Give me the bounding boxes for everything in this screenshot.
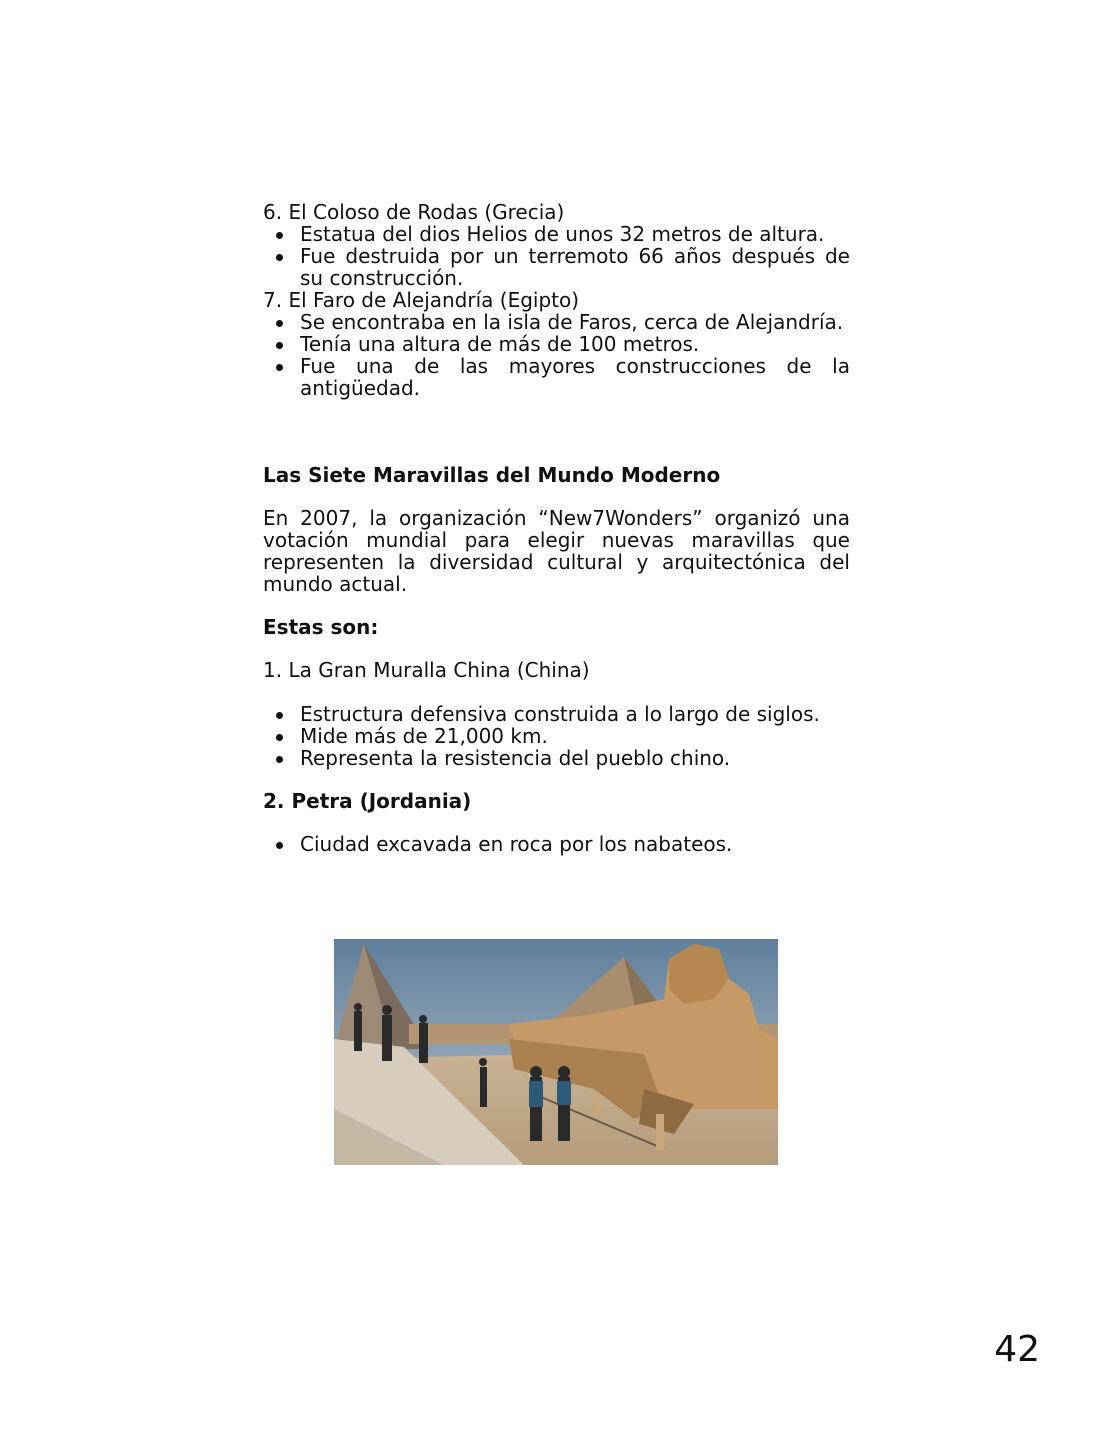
item-title-colossus: 6. El Coloso de Rodas (Grecia) xyxy=(263,200,565,224)
bullet-list-colossus xyxy=(263,223,850,289)
list-item: Se encontraba en la isla de Faros, cerca de Alejandría. xyxy=(263,311,850,333)
bullet-list-lighthouse xyxy=(263,311,850,399)
section-heading: Las Siete Maravillas del Mundo Moderno xyxy=(263,463,721,487)
sphinx-pyramids-photo xyxy=(334,939,778,1165)
list-item: Representa la resistencia del pueblo chino. xyxy=(263,747,850,769)
bullet-list-great-wall xyxy=(263,703,850,769)
page-content xyxy=(263,201,850,855)
list-subheading: Estas son: xyxy=(263,615,379,639)
item-title-petra: 2. Petra (Jordania) xyxy=(263,789,472,813)
bullet-list-petra xyxy=(263,833,850,855)
list-item: Mide más de 21,000 km. xyxy=(263,725,850,747)
list-item: Estructura defensiva construida a lo largo de siglos. xyxy=(263,703,850,725)
list-item: Ciudad excavada en roca por los nabateos. xyxy=(263,833,850,855)
item-title-great-wall: 1. La Gran Muralla China (China) xyxy=(263,658,590,682)
list-item: Estatua del dios Helios de unos 32 metros de altura. xyxy=(263,223,850,245)
list-item: Fue una de las mayores construcciones de la antigüedad. xyxy=(263,355,850,399)
item-title-lighthouse: 7. El Faro de Alejandría (Egipto) xyxy=(263,288,580,312)
list-item: Tenía una altura de más de 100 metros. xyxy=(263,333,850,355)
page-number: 42 xyxy=(994,1329,1040,1370)
list-item: Fue destruida por un terremoto 66 años después de su construcción. xyxy=(263,245,850,289)
intro-paragraph: En 2007, la organización “New7Wonders” organizó una votación mundial para elegir nuevas maravillas que representen la diversidad cultural y arquitectónica del mundo actual. xyxy=(263,506,850,596)
